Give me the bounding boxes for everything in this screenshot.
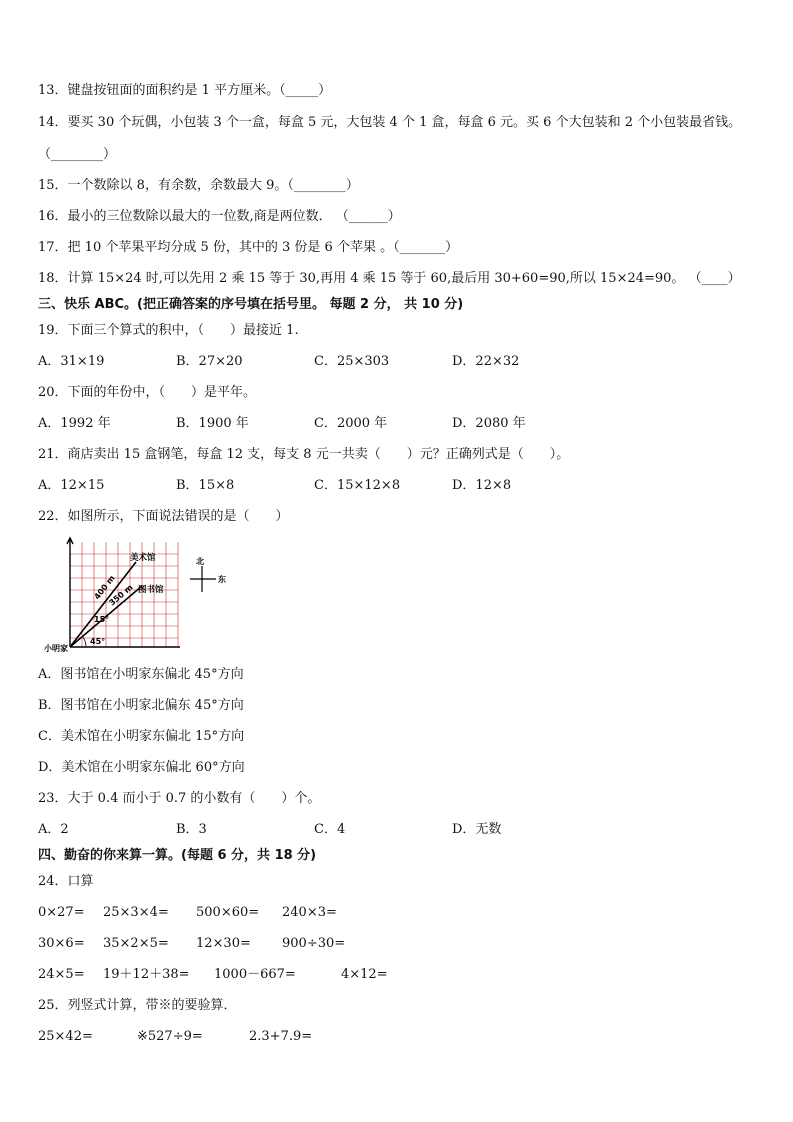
calc-item: 19＋12＋38= bbox=[103, 967, 190, 982]
question-16: 16．最小的三位数除以最大的一位数,商是两位数． （______） bbox=[38, 209, 401, 224]
label-15deg: 15° bbox=[94, 615, 110, 624]
calc-item: 25×42= bbox=[38, 1029, 93, 1044]
question-23: 23．大于 0.4 而小于 0.7 的小数有（ ）个。 bbox=[38, 791, 321, 806]
q20-option-b: B．1900 年 bbox=[176, 416, 249, 431]
question-15: 15．一个数除以 8，有余数，余数最大 9。（________） bbox=[38, 178, 359, 193]
calc-item: 240×3= bbox=[282, 905, 337, 920]
calc-item: 30×6= bbox=[38, 936, 85, 951]
calc-item: ※527÷9= bbox=[137, 1029, 203, 1044]
compass-icon bbox=[190, 566, 216, 592]
q22-option-c: C．美术馆在小明家东偏北 15°方向 bbox=[38, 729, 245, 744]
question-21: 21．商店卖出 15 盒钢笔，每盒 12 支，每支 8 元一共卖（ ）元？正确列式是（ ）。 bbox=[38, 447, 570, 462]
label-art-museum: 美术馆 bbox=[130, 553, 156, 563]
q20-option-a: A．1992 年 bbox=[38, 416, 111, 431]
calc-item: 900÷30= bbox=[282, 936, 346, 951]
label-library: 图书馆 bbox=[138, 585, 164, 595]
q22-option-b: B．图书馆在小明家北偏东 45°方向 bbox=[38, 698, 244, 713]
label-45deg: 45° bbox=[90, 637, 106, 646]
q22-option-a: A．图书馆在小明家东偏北 45°方向 bbox=[38, 667, 244, 682]
question-14: 14．要买 30 个玩偶，小包装 3 个一盒，每盒 5 元，大包装 4 个 1 盒，每盒 6 元。买 6 个大包装和 2 个小包装最省钱。 bbox=[38, 115, 742, 130]
question-18: 18．计算 15×24 时,可以先用 2 乘 15 等于 30,再用 4 乘 15 等于 60,最后用 30+60=90,所以 15×24=90。 （____） bbox=[38, 271, 741, 286]
question-19: 19．下面三个算式的积中，（ ）最接近 1. bbox=[38, 323, 299, 338]
q23-option-b: B．3 bbox=[176, 822, 207, 837]
calc-item: 25×3×4= bbox=[103, 905, 169, 920]
question-24: 24．口算 bbox=[38, 874, 94, 889]
q21-option-c: C．15×12×8 bbox=[314, 478, 401, 493]
label-home: 小明家 bbox=[44, 644, 68, 653]
q19-option-a: A．31×19 bbox=[38, 354, 105, 369]
question-13: 13．键盘按钮面的面积约是 1 平方厘米。（_____） bbox=[38, 83, 332, 98]
calc-item: 24×5= bbox=[38, 967, 85, 982]
calc-item: 500×60= bbox=[196, 905, 260, 920]
calc-item: 4×12= bbox=[341, 967, 388, 982]
label-350m: 350 m bbox=[107, 582, 135, 608]
label-north: 北 bbox=[196, 557, 204, 566]
q21-option-d: D．12×8 bbox=[452, 478, 512, 493]
calc-item: 12×30= bbox=[196, 936, 251, 951]
q20-option-c: C．2000 年 bbox=[314, 416, 388, 431]
label-east: 东 bbox=[218, 575, 226, 584]
question-20: 20．下面的年份中，（ ）是平年。 bbox=[38, 385, 257, 400]
section-4-heading: 四、勤奋的你来算一算。(每题 6 分，共 18 分) bbox=[38, 848, 317, 863]
q21-option-b: B．15×8 bbox=[176, 478, 235, 493]
q23-option-a: A．2 bbox=[38, 822, 69, 837]
q19-option-c: C．25×303 bbox=[314, 354, 390, 369]
q19-option-d: D．22×32 bbox=[452, 354, 520, 369]
q23-option-d: D．无数 bbox=[452, 822, 502, 837]
calc-item: 1000－667= bbox=[214, 967, 296, 982]
q21-option-a: A．12×15 bbox=[38, 478, 105, 493]
q19-option-b: B．27×20 bbox=[176, 354, 243, 369]
question-25: 25．列竖式计算，带※的要验算． bbox=[38, 998, 237, 1013]
label-400m: 400 m bbox=[92, 573, 117, 602]
calc-item: 35×2×5= bbox=[103, 936, 169, 951]
direction-figure bbox=[38, 534, 238, 656]
question-17: 17．把 10 个苹果平均分成 5 份，其中的 3 份是 6 个苹果 。（_______） bbox=[38, 240, 459, 255]
q23-option-c: C．4 bbox=[314, 822, 346, 837]
section-3-heading: 三、快乐 ABC。(把正确答案的序号填在括号里。 每题 2 分， 共 10 分) bbox=[38, 297, 464, 312]
q20-option-d: D．2080 年 bbox=[452, 416, 526, 431]
question-22: 22．如图所示，下面说法错误的是（ ） bbox=[38, 509, 289, 524]
calc-item: 0×27= bbox=[38, 905, 85, 920]
question-14-answer: （________） bbox=[38, 147, 117, 162]
calc-item: 2.3+7.9= bbox=[249, 1029, 313, 1044]
q22-option-d: D．美术馆在小明家东偏北 60°方向 bbox=[38, 760, 245, 775]
